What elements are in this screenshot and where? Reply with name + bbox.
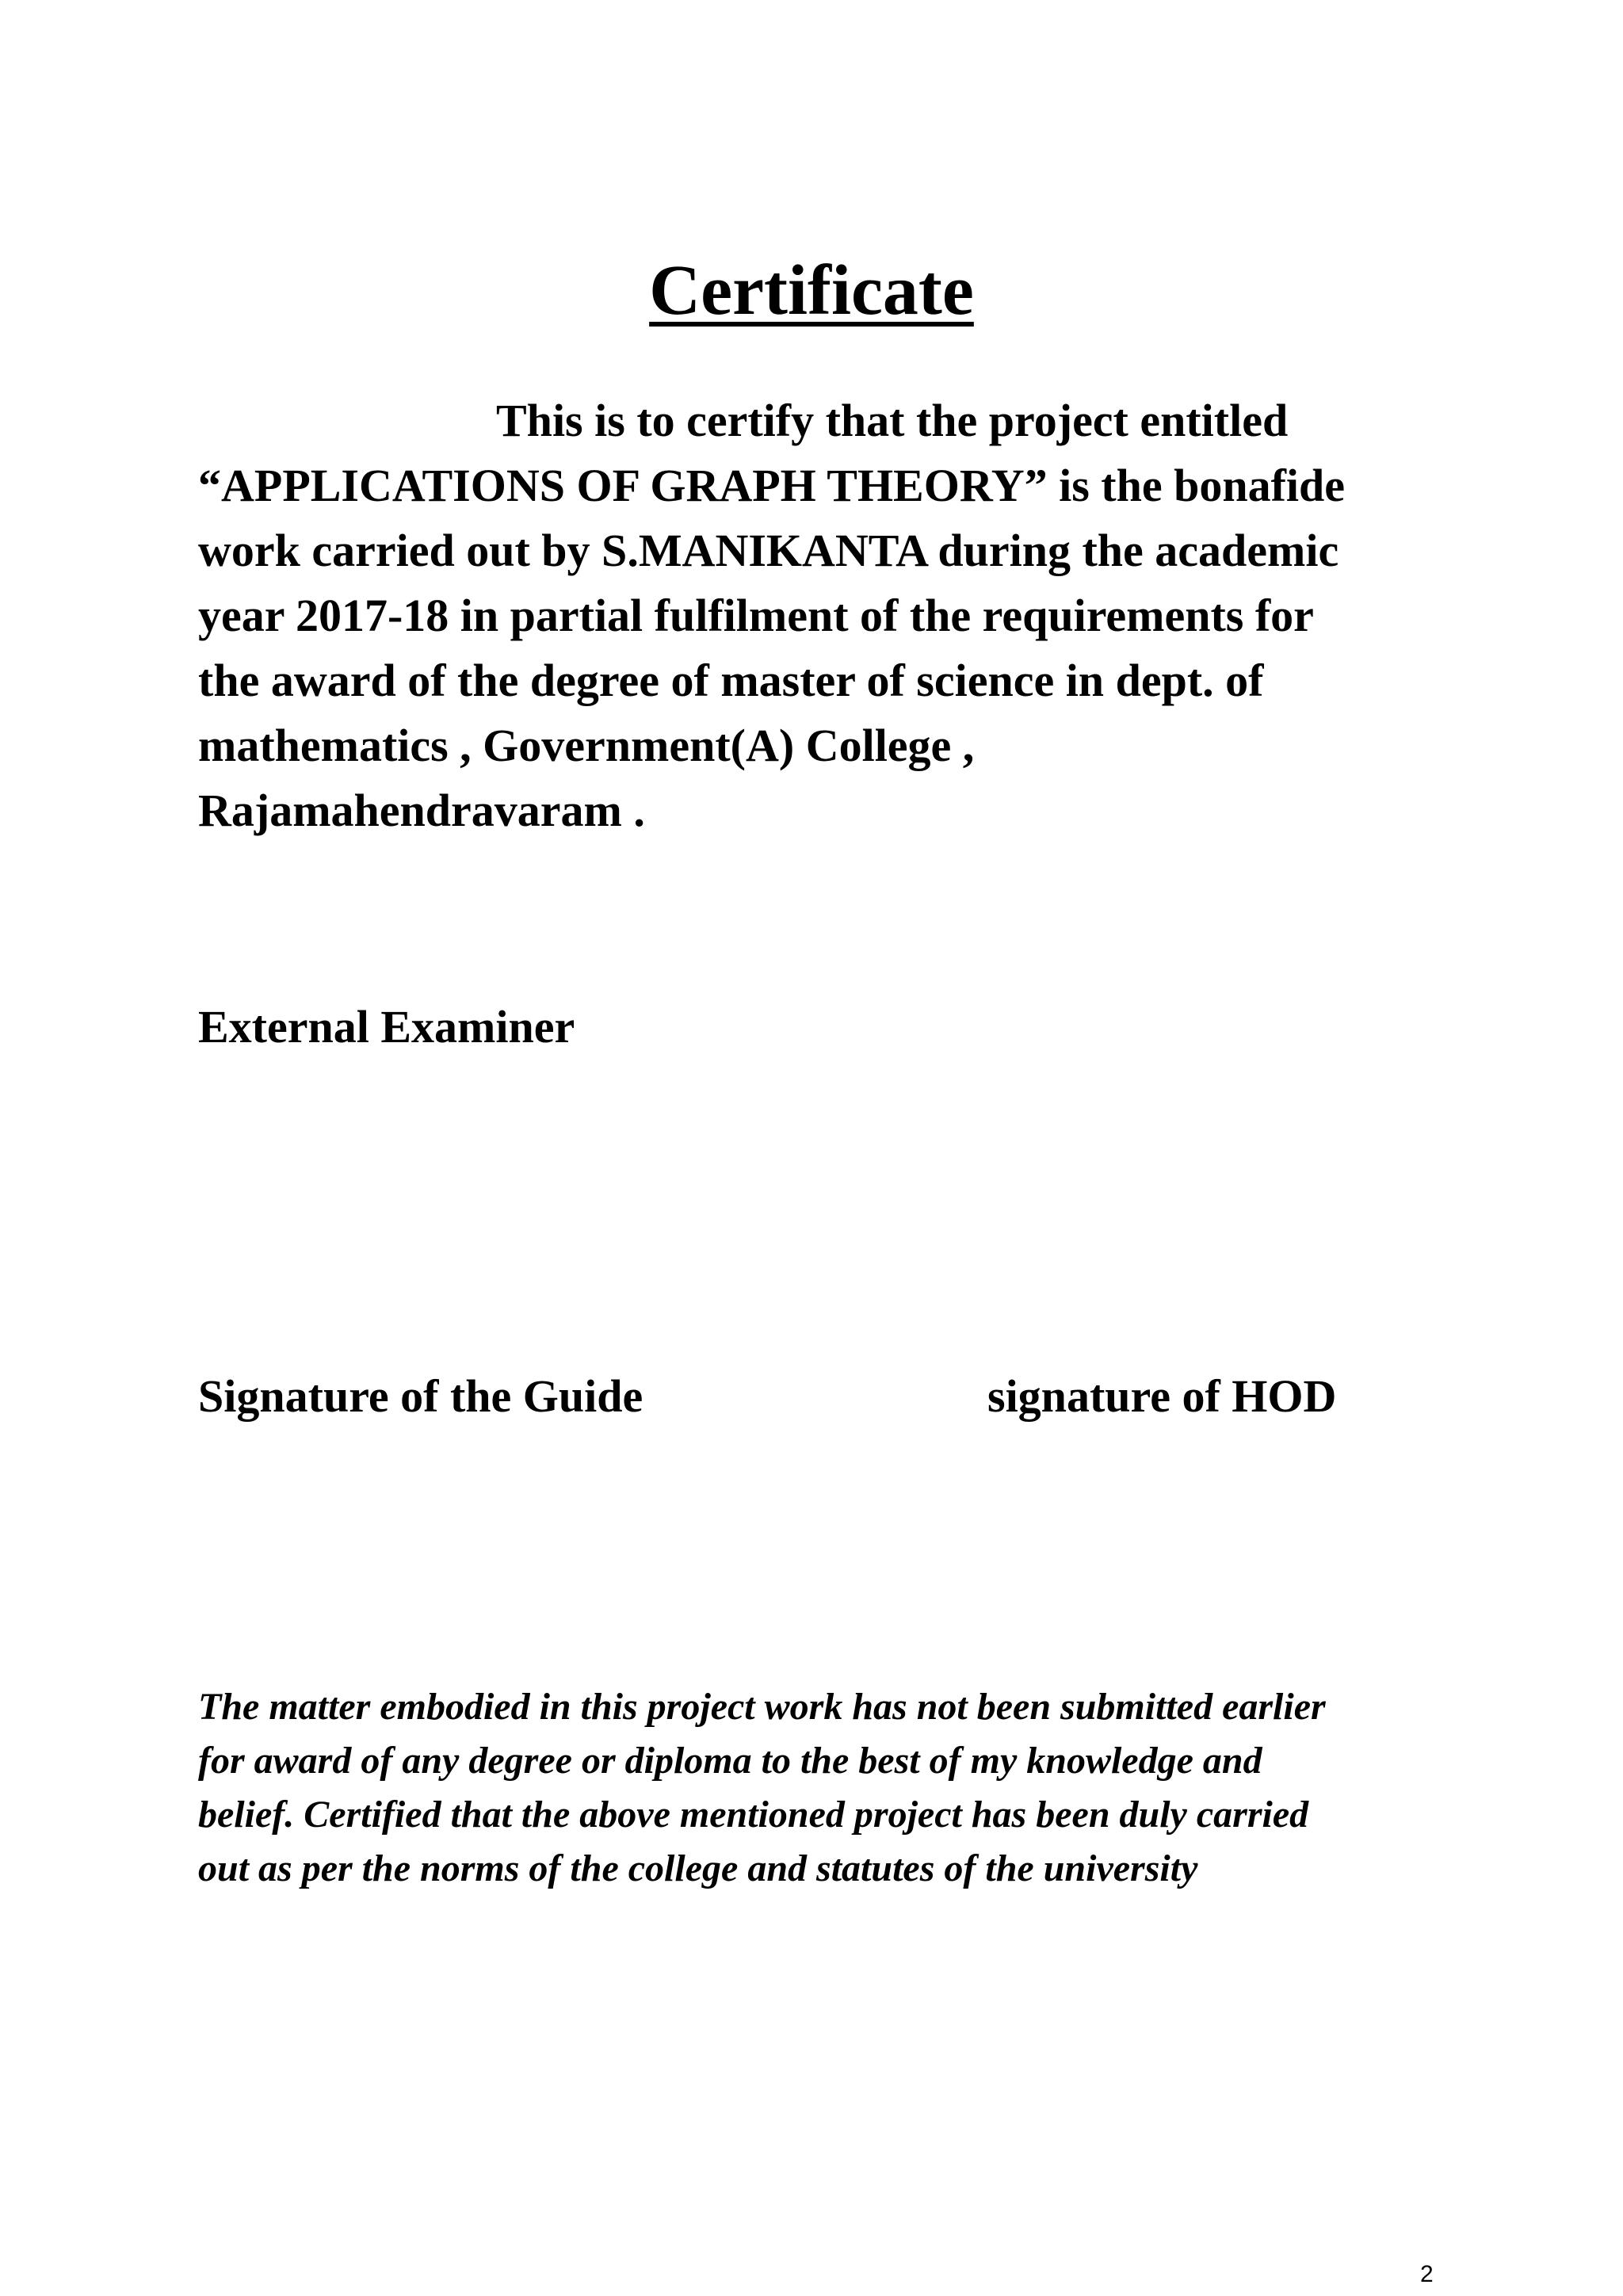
certificate-title-text: Certificate [649,251,974,330]
certificate-title [0,251,1623,330]
certificate-body [198,388,1466,843]
guide-signature-label: Signature of the Guide [198,1370,643,1422]
body-line: year 2017-18 in partial fulfilment of the requirements for [198,590,1314,641]
body-line: This is to certify that the project entitled [496,395,1289,446]
declaration-line: The matter embodied in this project work has not been submitted earlier [198,1686,1326,1728]
body-line: Rajamahendravaram . [198,785,645,836]
declaration-line: belief. Certified that the above mentioned project has been duly carried [198,1794,1309,1836]
external-examiner-label: External Examiner [198,1001,575,1052]
body-line: “APPLICATIONS OF GRAPH THEORY” is the bonafide [198,460,1346,511]
body-line: mathematics , Government(A) College , [198,720,975,771]
declaration-line: for award of any degree or diploma to the best of my knowledge and [198,1740,1262,1782]
declaration-line: out as per the norms of the college and statutes of the university [198,1847,1198,1889]
body-line: work carried out by S.MANIKANTA during the academic [198,525,1339,576]
hod-signature-label: signature of HOD [987,1370,1337,1422]
page-number: 2 [1420,2261,1434,2287]
declaration-text [198,1680,1506,1896]
body-line: the award of the degree of master of science in dept. of [198,655,1264,706]
